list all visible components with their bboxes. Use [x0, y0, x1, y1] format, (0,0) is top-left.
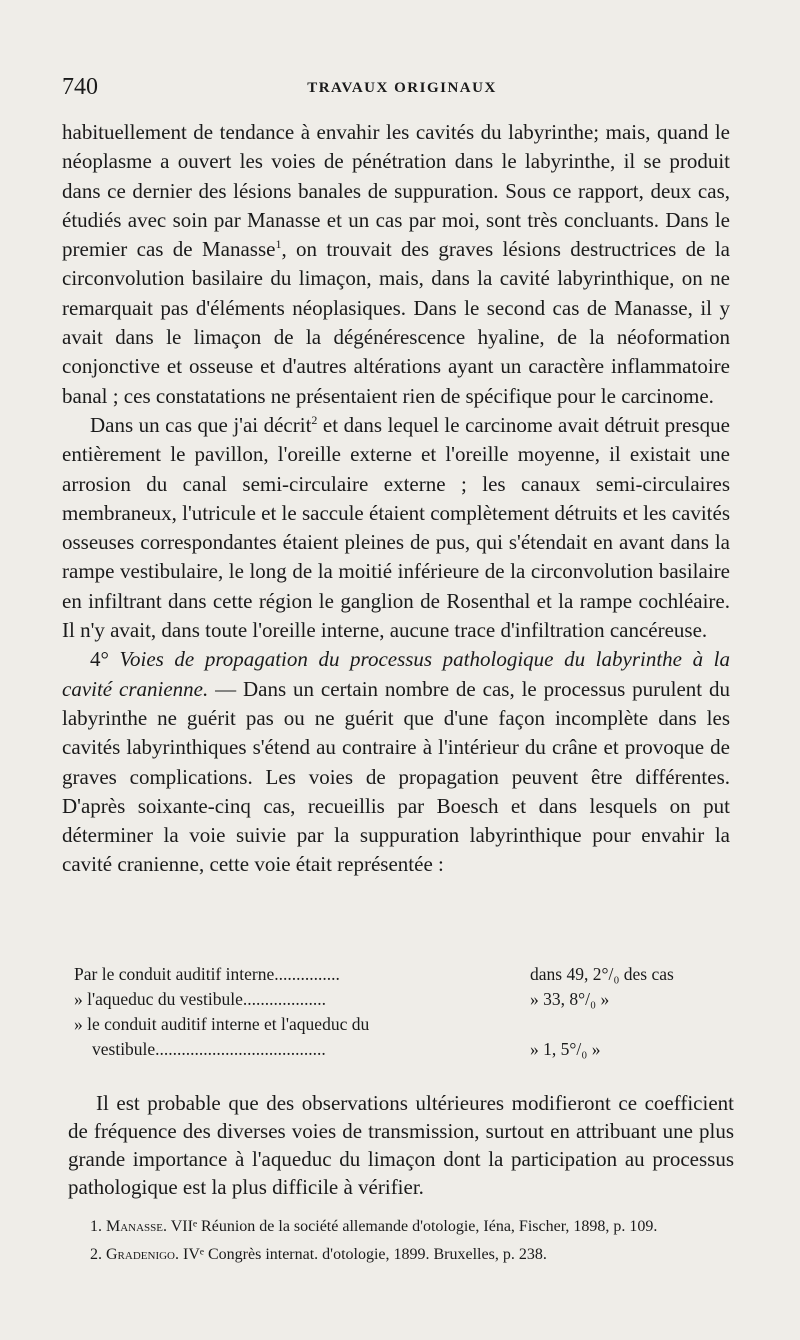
paragraph-2-text-a: Dans un cas que j'ai décrit [90, 412, 312, 437]
footnote-ref-1: 1 [275, 237, 282, 252]
running-head [62, 74, 742, 104]
closing-paragraph: Il est probable que des observations ultérieures modifieront ce coefficient de fréquence des diverses voies de transmission, surtout en attribuant une plus grande importance à l'aqueduc du limaçon dont la participation au processus pathologique est la plus difficile à vérifier. [68, 1091, 734, 1199]
table-row-value: » 33, 8°/₀ » [530, 989, 610, 1009]
footnote-2-author: Gradenigo. [106, 1246, 179, 1263]
footnote-2 [76, 1244, 736, 1266]
running-title: TRAVAUX ORIGINAUX [307, 80, 497, 96]
table-row [74, 1037, 724, 1062]
paragraph-3-text: — Dans un certain nombre de cas, le processus purulent du labyrinthe ne guérit pas ou ne guérit que d'une façon incomplète dans les cavités labyrinthiques s'étend au contraire à l'intérieur du crâne et provoque de graves complications. Les voies de propagation peuvent être différentes. D'après soixante-cinq cas, recueillis par Boesch et dans lesquels on put déterminer la voie suivie par la suppuration labyrinthique pour envahir la cavité cranienne, cette voie était représentée : [62, 676, 730, 877]
table-row [74, 987, 724, 1012]
table-row [74, 962, 724, 987]
footnote-1 [76, 1216, 736, 1238]
table-row [74, 1012, 724, 1037]
footnote-1-number: 1. [90, 1218, 102, 1235]
footnote-2-number: 2. [90, 1246, 102, 1263]
page-number: 740 [62, 74, 98, 100]
section-number: 4° [90, 647, 109, 672]
table-row-label: vestibule....................................... [92, 1039, 326, 1059]
closing-text [68, 1068, 734, 1222]
footnote-ref-2: 2 [311, 412, 318, 427]
paragraph-2-text-b: et dans lequel le carcinome avait détruit presque entièrement le pavillon, l'oreille externe et l'oreille moyenne, il existait une arrosion du canal semi-circulaire externe ; les canaux semi-circulaires membraneux, l'utricule et le saccule étaient complètement détruits et les cavités osseuses correspondantes étaient pleines de pus, qui s'étendait en avant dans la rampe vestibulaire, le long de la moitié inférieure de la circonvolution basilaire en infiltrant dans cette région le ganglion de Rosenthal et la rampe cochléaire. Il n'y avait, dans toute l'oreille interne, aucune trace d'infiltration cancéreuse. [62, 412, 730, 643]
table-row-value: » 1, 5°/₀ » [530, 1039, 601, 1059]
table-row-value: dans 49, 2°/₀ des cas [530, 964, 674, 984]
footnote-2-text: IVᵉ Congrès internat. d'otologie, 1899. Bruxelles, p. 238. [183, 1246, 547, 1263]
paragraph-2 [62, 411, 730, 645]
table-row-label: » le conduit auditif interne et l'aqueduc du [74, 1014, 370, 1034]
main-text [62, 118, 730, 880]
paragraph-3 [62, 645, 730, 879]
footnote-1-author: Manasse. [106, 1218, 168, 1235]
table-row-label: Par le conduit auditif interne............... [74, 964, 340, 984]
statistics-table [74, 962, 724, 1062]
paragraph-1-text-b: , on trouvait des graves lésions destructrices de la circonvolution basilaire du limaçon, mais, dans la cavité labyrinthique, on ne remarquait pas d'éléments néoplasiques. Dans le second cas de Manasse, il y avait dans le limaçon de la dégénérescence hyaline, de la néoformation conjonctive et osseuse et d'autres altérations ayant un caractère inflammatoire banal ; ces constatations ne présentaient rien de spécifique pour le carcinome. [62, 237, 730, 408]
paragraph-1-text-a: habituellement de tendance à envahir les cavités du labyrinthe; mais, quand le néoplasme a ouvert les voies de pénétration dans le labyrinthe, il se produit dans ce dernier des lésions banales de suppuration. Sous ce rapport, deux cas, étudiés avec soin par Manasse et un cas par moi, sont très concluants. Dans le premier cas de Manasse [62, 120, 730, 262]
section-heading: Voies de propagation du processus pathologique du labyrinthe à la cavité cranienne. [62, 647, 730, 701]
footnote-1-text: VIIᵉ Réunion de la société allemande d'otologie, Iéna, Fischer, 1898, p. 109. [170, 1218, 658, 1235]
paragraph-1 [62, 118, 730, 411]
table-row-label: » l'aqueduc du vestibule................... [74, 989, 326, 1009]
footnotes [76, 1216, 736, 1272]
